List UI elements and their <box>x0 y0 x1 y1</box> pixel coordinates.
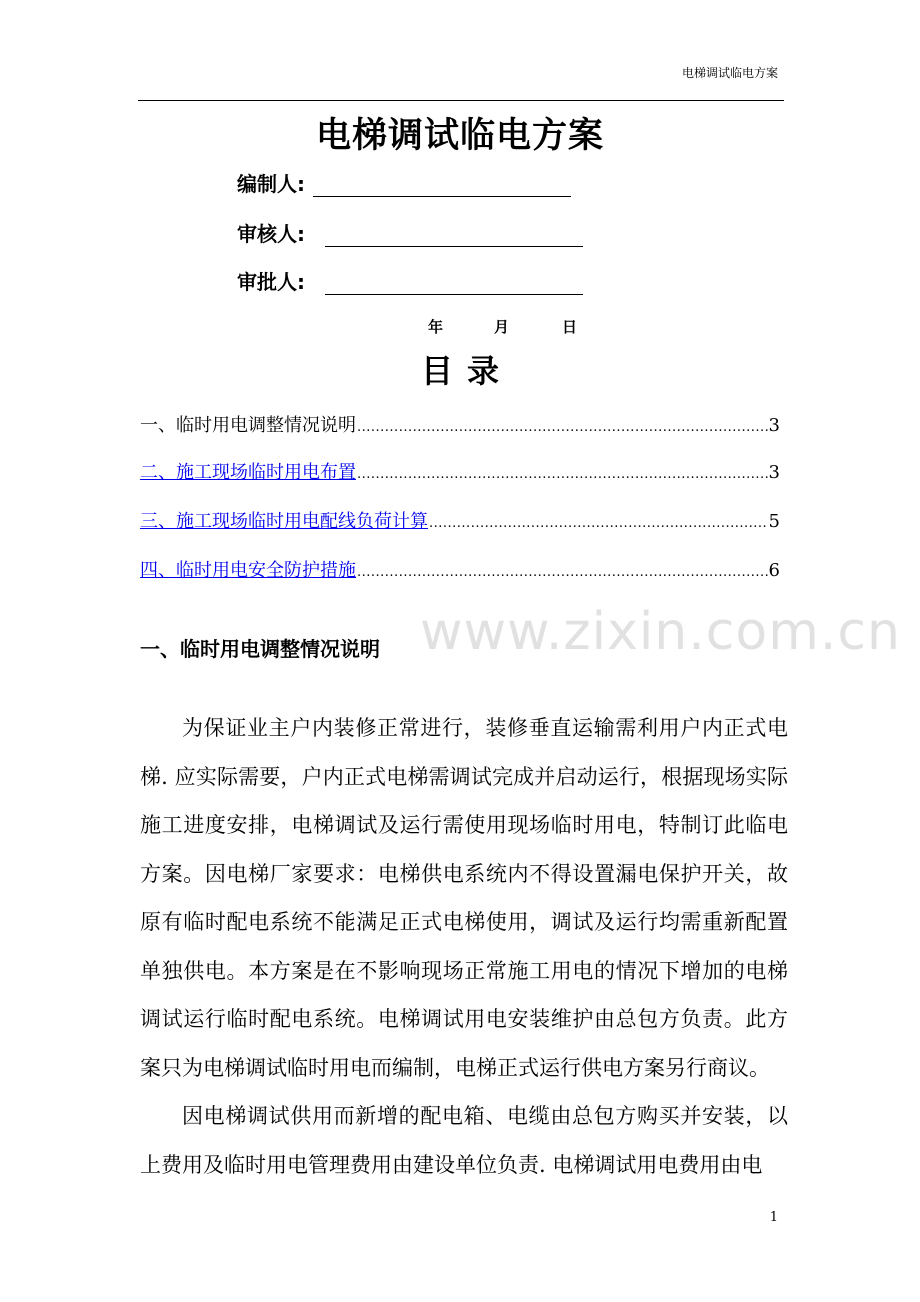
toc-page-number: 6 <box>768 560 780 581</box>
date-year: 年 <box>428 318 444 336</box>
signature-line <box>325 294 583 295</box>
watermark: www.zixin.com.cn <box>420 602 901 662</box>
document-title: 电梯调试临电方案 <box>315 116 604 156</box>
toc-entry-text[interactable]: 一、临时用电调整情况说明 <box>140 415 356 436</box>
signature-line <box>325 246 583 247</box>
signature-label: 审核人: <box>237 222 305 246</box>
toc-entry-link[interactable]: 四、临时用电安全防护措施 <box>140 560 356 581</box>
body-paragraph: 为保证业主户内装修正常进行，装修垂直运输需利用户内正式电梯. 应实际需要，户内正式电梯需调试完成并启动运行，根据现场实际施工进度安排，电梯调试及运行需使用现场临时用电，特制订此临电方案。因电梯厂家要求：电梯供电系统内不得设置漏电保护开关，故原有临时配电系统不能满足正式电梯使用，调试及运行均需重新配置单独供电。本方案是在不影响现场正常施工用电的情况下增加的电梯调试运行临时配电系统。电梯调试用电安装维护由总包方负责。此方案只为电梯调试临时用电而编制，电梯正式运行供电方案另行商议。 <box>140 716 788 1080</box>
toc-entry[interactable] <box>140 411 780 441</box>
toc-entry[interactable] <box>140 458 780 488</box>
signature-row-compiler <box>237 170 577 202</box>
signature-label: 审批人: <box>237 270 305 294</box>
signature-row-approver <box>237 268 587 300</box>
header-rule <box>138 100 784 101</box>
body-paragraph: 因电梯调试供用而新增的配电箱、电缆由总包方购买并安装，以上费用及临时用电管理费用由建设单位负责. 电梯调试用电费用由电 <box>140 1104 788 1177</box>
signature-line <box>313 196 571 197</box>
toc-leader-dots <box>429 509 768 539</box>
date-row <box>0 316 920 342</box>
toc-entry[interactable] <box>140 507 780 537</box>
signature-label: 编制人: <box>237 172 305 196</box>
toc-title: 目录 <box>420 352 513 390</box>
toc-leader-dots <box>357 413 768 443</box>
toc-page-number: 3 <box>768 462 780 483</box>
section-heading: 一、临时用电调整情况说明 <box>140 637 380 661</box>
toc-entry-link[interactable]: 三、施工现场临时用电配线负荷计算 <box>140 511 428 532</box>
page-number: 1 <box>769 1210 778 1225</box>
toc-leader-dots <box>357 558 768 588</box>
date-month: 月 <box>494 318 510 336</box>
toc-entry-link[interactable]: 二、施工现场临时用电布置 <box>140 462 356 483</box>
toc-page-number: 3 <box>768 415 780 436</box>
running-header: 电梯调试临电方案 <box>681 66 778 80</box>
toc-leader-dots <box>357 460 768 490</box>
signature-row-reviewer <box>237 220 587 252</box>
toc-page-number: 5 <box>768 511 780 532</box>
date-day: 日 <box>562 318 578 336</box>
toc-entry[interactable] <box>140 556 780 586</box>
